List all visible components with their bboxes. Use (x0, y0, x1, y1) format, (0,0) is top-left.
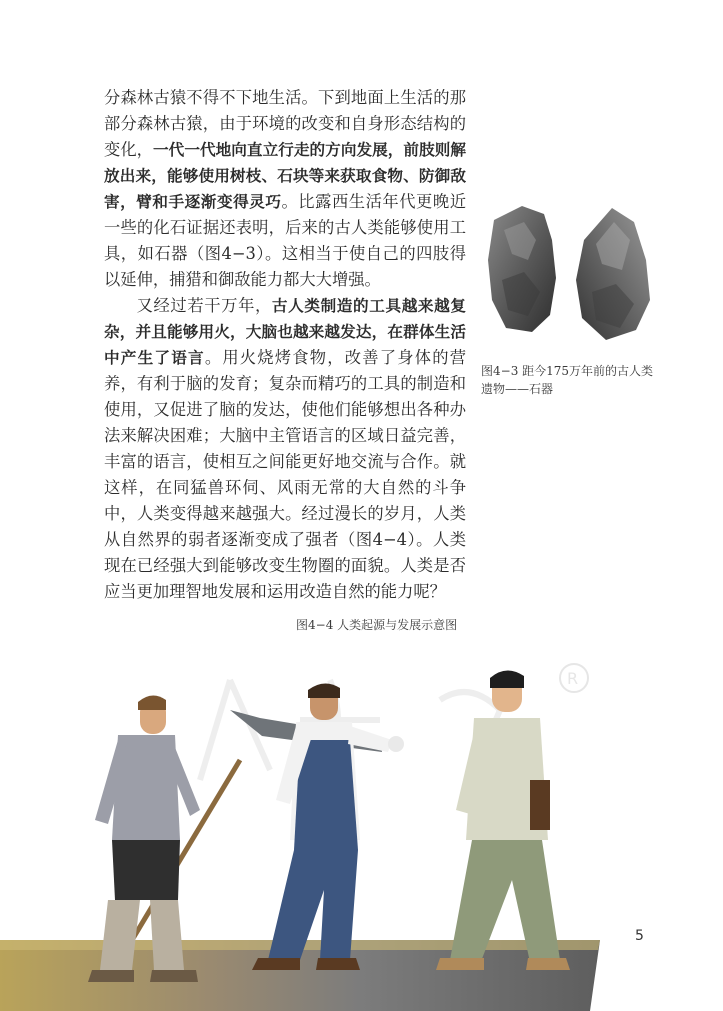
paragraph-1-text-a: 分森林古猿不得不下地生活。下到地面上生活的那部分森林古猿，由于环境的改变和自身形态结构的变化， (104, 88, 466, 159)
stone-tools-image (484, 200, 654, 345)
page-number: 5 (635, 928, 644, 944)
figure-4-3-caption: 图4−3 距今175万年前的古人类遗物——石器 (481, 364, 654, 396)
paragraph-1-bold: 一代一代地向直立行走的方向发展，前肢则解放出来，能够使用树枝、石块等来获取食物、防御敌害，臂和手逐渐变得灵巧 (104, 141, 466, 211)
paragraph-2-text-a: 又经过若干万年， (136, 296, 272, 315)
human-evolution-illustration (0, 640, 723, 1011)
figure-4-4-caption: 图4−4 人类起源与发展示意图 (296, 618, 458, 632)
figure-primitive-man (88, 695, 240, 982)
paragraph-1 (104, 85, 466, 293)
figure-worker (230, 683, 404, 970)
figure-modern-man (436, 670, 570, 970)
paragraph-2 (104, 293, 466, 605)
paragraph-2-bold: 古人类制造的工具越来越复杂，并且能够用火，大脑也越来越发达，在群体生活中产生了语言 (104, 297, 466, 367)
paragraph-2-text-b: 。用火烧烤食物，改善了身体的营养，有利于脑的发育；复杂而精巧的工具的制造和使用，又促进了脑的发达，使他们能够想出各种办法来解决困难；大脑中主管语言的区域日益完善，丰富的语言，使相互之间能更好地交流与合作。就这样，在同猛兽环伺、风雨无常的大自然的斗争中，人类变得越来越强大。经过漫长的岁月，人类从自然界的弱者逐渐变成了强者（图4−4）。人类现在已经强大到能够改变生物圈的面貌。人类是否应当更加理智地发展和运用改造自然的能力呢？ (104, 348, 466, 601)
svg-text:R: R (567, 669, 579, 688)
registered-mark-icon (560, 664, 588, 692)
paragraph-1-text-b: 。比露西生活年代更晚近一些的化石证据还表明，后来的古人类能够使用工具，如石器（图4−3）。这相当于使自己的四肢得以延伸，捕猎和御敌能力都大大增强。 (104, 192, 466, 289)
body-text (104, 85, 466, 605)
